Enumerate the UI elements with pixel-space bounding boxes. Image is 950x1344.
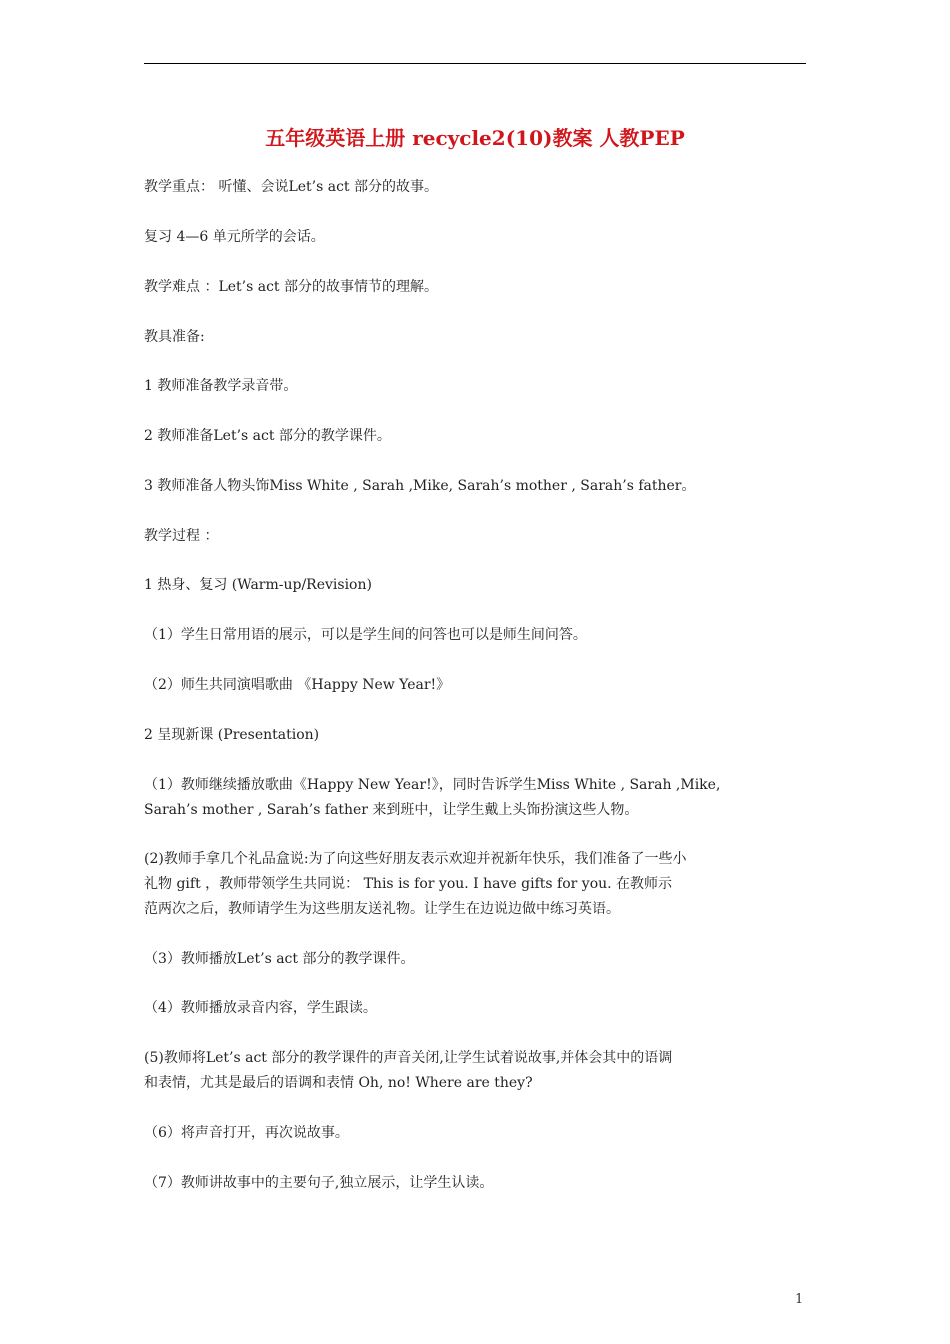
- materials-heading: 教具准备:: [144, 329, 205, 345]
- presentation-step-5-line-2: 和表情，尤其是最后的语调和表情 Oh, no! Where are they?: [144, 1075, 533, 1091]
- presentation-step-2-line-2: 礼物 gift ，教师带领学生共同说： This is for you. I have gifts for you. 在教师示: [144, 876, 673, 892]
- materials-item-3: 3 教师准备人物头饰Miss White , Sarah ,Mike, Sarah’s mother , Sarah’s father。: [144, 478, 696, 494]
- warmup-step-2: （2）师生共同演唱歌曲 《Happy New Year!》: [144, 677, 451, 693]
- key-points-line: 教学重点： 听懂、会说Let’s act 部分的故事。: [144, 179, 439, 195]
- presentation-step-1-line-1: （1）教师继续播放歌曲《Happy New Year!》，同时告诉学生Miss White , Sarah ,Mike,: [144, 777, 721, 793]
- page-number: 1: [795, 1292, 804, 1307]
- presentation-heading: 2 呈现新课 (Presentation): [144, 727, 320, 743]
- materials-item-2: 2 教师准备Let’s act 部分的教学课件。: [144, 428, 391, 444]
- document-title: 五年级英语上册 recycle2(10)教案 人教PEP: [265, 126, 685, 150]
- presentation-step-6: （6）将声音打开，再次说故事。: [144, 1125, 349, 1141]
- presentation-step-1-line-2: Sarah’s mother , Sarah’s father 来到班中，让学生戴上头饰扮演这些人物。: [144, 802, 639, 818]
- difficulties-line: 教学难点 ：Let’s act 部分的故事情节的理解。: [144, 279, 439, 295]
- presentation-step-4: （4）教师播放录音内容，学生跟读。: [144, 1000, 377, 1016]
- process-heading: 教学过程 ：: [144, 528, 219, 544]
- warmup-heading: 1 热身、复习 (Warm-up/Revision): [144, 577, 372, 593]
- presentation-step-5-line-1: (5)教师将Let’s act 部分的教学课件的声音关闭,让学生试着说故事,并体会其中的语调: [144, 1050, 673, 1066]
- presentation-step-7: （7）教师讲故事中的主要句子,独立展示，让学生认读。: [144, 1175, 494, 1191]
- presentation-step-3: （3）教师播放Let’s act 部分的教学课件。: [144, 951, 415, 967]
- review-line: 复习 4—6 单元所学的会话。: [144, 229, 325, 245]
- warmup-step-1: （1）学生日常用语的展示，可以是学生间的问答也可以是师生间问答。: [144, 627, 587, 643]
- materials-item-1: 1 教师准备教学录音带。: [144, 378, 298, 394]
- presentation-step-2-line-3: 范两次之后，教师请学生为这些朋友送礼物。让学生在边说边做中练习英语。: [144, 901, 620, 917]
- header-rule: [144, 63, 806, 64]
- presentation-step-2-line-1: (2)教师手拿几个礼品盒说:为了向这些好朋友表示欢迎并祝新年快乐，我们准备了一些小: [144, 851, 687, 867]
